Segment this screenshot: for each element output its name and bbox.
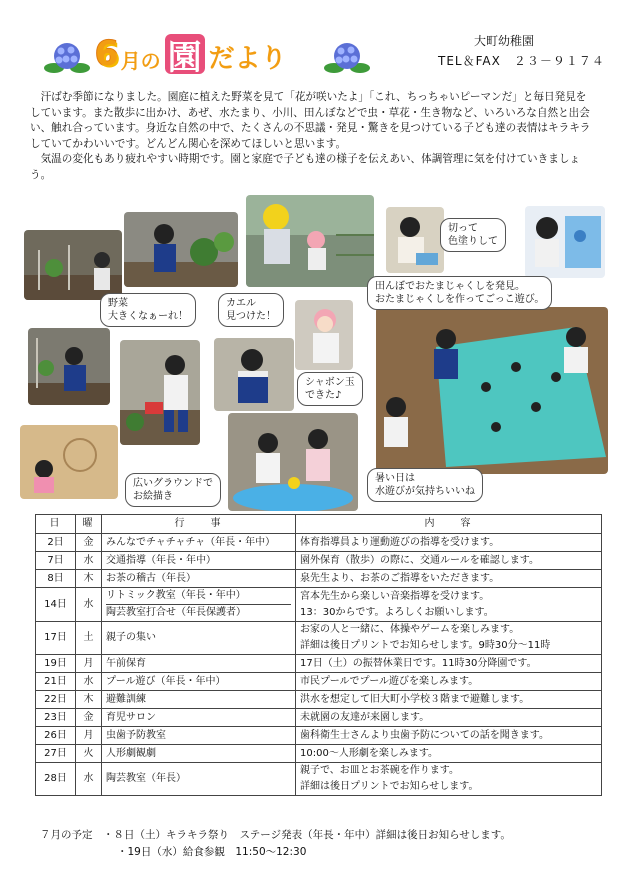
table-row (36, 745, 602, 763)
cell-event (102, 691, 296, 709)
cell-details (296, 655, 602, 673)
cell-day: 22日 (36, 691, 76, 709)
cell-details (296, 709, 602, 727)
photo-water-play (228, 413, 358, 511)
cell-event (102, 588, 296, 622)
event-line: 陶芸教室（年長） (106, 773, 186, 784)
details-line: 10:00～人形劇を楽しみます。 (300, 747, 439, 759)
cell-day: 2日 (36, 534, 76, 552)
details-line: 体育指導員より運動遊びの指導を受けます。 (300, 536, 500, 548)
event-line: 虫歯予防教室 (106, 729, 166, 741)
cell-day: 19日 (36, 655, 76, 673)
cell-weekday: 水 (76, 552, 102, 570)
photo-rice-field (246, 195, 374, 287)
hydrangea-icon-right (322, 38, 372, 82)
cell-weekday: 水 (76, 763, 102, 796)
title-number: 6 (95, 34, 119, 74)
table-row (36, 570, 602, 588)
photo-frog-girl (214, 338, 294, 411)
table-row (36, 727, 602, 745)
details-line: 詳細は後日プリントでお知らせします。 (300, 781, 479, 792)
cell-day: 23日 (36, 709, 76, 727)
cell-details (296, 727, 602, 745)
cell-weekday: 土 (76, 622, 102, 655)
cell-details (296, 552, 602, 570)
cell-day: 7日 (36, 552, 76, 570)
intro-paragraph-2: 気温の変化もあり疲れやすい時期です。園と家庭で子ども達の様子を伝えあい、体調管理に気を付けていきましょう。 (30, 153, 581, 181)
schedule-table (35, 514, 602, 796)
cell-day: 28日 (36, 763, 76, 796)
cell-weekday: 木 (76, 691, 102, 709)
intro-text (30, 90, 596, 183)
newsletter-title (95, 34, 330, 78)
cell-event (102, 534, 296, 552)
hydrangea-icon-left (42, 38, 92, 82)
cell-details (296, 534, 602, 552)
cell-details (296, 588, 602, 622)
event-line: 親子の集い (106, 632, 156, 643)
header-details: 内 容 (296, 515, 602, 534)
cell-event (102, 745, 296, 763)
event-line: 人形劇観劇 (106, 747, 156, 759)
cell-weekday: 月 (76, 727, 102, 745)
details-line: 歯科衛生士さんより虫歯予防についての話を聞きます。 (300, 729, 549, 741)
cell-weekday: 火 (76, 745, 102, 763)
july-line-2: ・19日（水）給食参観 11:50～12:30 (117, 846, 307, 858)
event-line: 午前保育 (106, 657, 146, 669)
cell-weekday: 水 (76, 673, 102, 691)
event-line: お茶の稽古（年長） (106, 572, 196, 584)
schedule-header-row (36, 515, 602, 534)
intro-paragraph-1: 汗ばむ季節になりました。園庭に植えた野菜を見て「花が咲いたよ」「これ、ちっちゃいピーマンだ」と毎日発見をしています。また散歩に出かけ、あぜ、水たまり、小川、田んぼなどで虫・草花・生き物など、いろいろな自然と出会い、触れ合っています。身近な自然の中で、たくさんの不思議・発見・驚きを見つけている子ども達の表情はキラキラしていてかわいいです。どんどん関心を深めてほしいと思います。 (30, 91, 591, 150)
details-line: 親子で、お皿とお茶碗を作ります。 (300, 765, 459, 776)
cell-weekday: 水 (76, 588, 102, 622)
title-en-character: 園 (165, 34, 205, 74)
details-line: 泉先生より、お茶のご指導をいただきます。 (300, 572, 500, 584)
details-line: 17日（土）の振替休業日です。11時30分降園です。 (300, 657, 537, 669)
table-row (36, 763, 602, 796)
table-row (36, 588, 602, 622)
july-line-1: ７月の予定 ・８日（土）キラキラ祭り ステージ発表（年長・年中）詳細は後日お知らせします。 (40, 829, 511, 841)
cell-day: 21日 (36, 673, 76, 691)
photo-bubbles-girl (295, 300, 353, 370)
photo-tadpole-play (376, 307, 608, 474)
table-row (36, 534, 602, 552)
cell-weekday: 金 (76, 709, 102, 727)
table-row (36, 655, 602, 673)
caption-water: 暑い日は 水遊びが気持ちいいね (367, 468, 483, 502)
event-line: 避難訓練 (106, 693, 146, 705)
cell-event (102, 552, 296, 570)
title-rest: だより (208, 43, 287, 74)
cell-event (102, 727, 296, 745)
details-line: 市民プールでプール遊びを楽しみます。 (300, 675, 479, 687)
cell-details (296, 691, 602, 709)
table-row (36, 622, 602, 655)
photo-pepper-girl (28, 328, 110, 405)
cell-details (296, 622, 602, 655)
caption-cut-color: 切って 色塗りして (440, 218, 506, 252)
tel-fax: TEL＆FAX ２３－９１７４ (438, 54, 605, 68)
header-weekday: 曜 (76, 515, 102, 534)
details-line: 詳細は後日プリントでお知らせします。9時30分～11時 (300, 640, 551, 651)
cell-day: 26日 (36, 727, 76, 745)
cell-details (296, 745, 602, 763)
photo-painting-girl (386, 207, 444, 273)
photo-ground-drawing (20, 425, 118, 499)
details-line: 未就園の友達が来園します。 (300, 711, 430, 723)
cell-day: 14日 (36, 588, 76, 622)
title-month: 月の (120, 48, 161, 73)
details-line: 宮本先生から楽しい音楽指導を受けます。 (300, 590, 490, 602)
header-day: 日 (36, 515, 76, 534)
cell-day: 17日 (36, 622, 76, 655)
cell-event (102, 673, 296, 691)
table-row (36, 709, 602, 727)
photo-blue-paper (525, 206, 605, 278)
july-schedule (40, 827, 511, 861)
table-row (36, 673, 602, 691)
cell-details (296, 673, 602, 691)
cell-event (102, 763, 296, 796)
cell-weekday: 木 (76, 570, 102, 588)
header-event: 行 事 (102, 515, 296, 534)
cell-event (102, 709, 296, 727)
photo-girl-plants (124, 212, 238, 287)
cell-weekday: 月 (76, 655, 102, 673)
school-name: 大町幼稚園 (474, 34, 535, 48)
event-line: リトミック教室（年長・年中） (106, 588, 291, 605)
cell-details (296, 570, 602, 588)
cell-details (296, 763, 602, 796)
details-line: 洪水を想定して旧大町小学校３階まで避難します。 (300, 693, 530, 705)
cell-day: 27日 (36, 745, 76, 763)
event-line: 交通指導（年長・年中） (106, 554, 216, 566)
caption-bubbles: シャボン玉 できた♪ (297, 372, 363, 406)
cell-event (102, 570, 296, 588)
event-line: みんなでチャチャチャ（年長・年中） (106, 536, 276, 548)
table-row (36, 691, 602, 709)
caption-frog: カエル 見つけた！ (218, 293, 284, 327)
table-row (36, 552, 602, 570)
event-line: プール遊び（年長・年中） (106, 675, 226, 687)
details-line: 園外保育（散歩）の際に、交通ルールを確認します。 (300, 554, 539, 566)
cell-day: 8日 (36, 570, 76, 588)
cell-weekday: 金 (76, 534, 102, 552)
details-line: お家の人と一緒に、体操やゲームを楽しみます。 (300, 624, 520, 635)
cell-event (102, 655, 296, 673)
caption-vegetables: 野菜 大きくなぁーれ！ (100, 293, 196, 327)
cell-event (102, 622, 296, 655)
event-line: 育児サロン (106, 711, 156, 723)
caption-tadpole: 田んぼでおたまじゃくしを発見。 おたまじゃくしを作ってごっこ遊び。 (367, 276, 552, 310)
event-line: 陶芸教室打合せ（年長保護者） (106, 607, 246, 618)
photo-garden-boy (24, 230, 122, 300)
caption-ground: 広いグラウンドで お絵描き (125, 473, 221, 507)
photo-watering-boy (120, 340, 200, 445)
details-line: 13：30からです。よろしくお願いします。 (300, 606, 494, 618)
